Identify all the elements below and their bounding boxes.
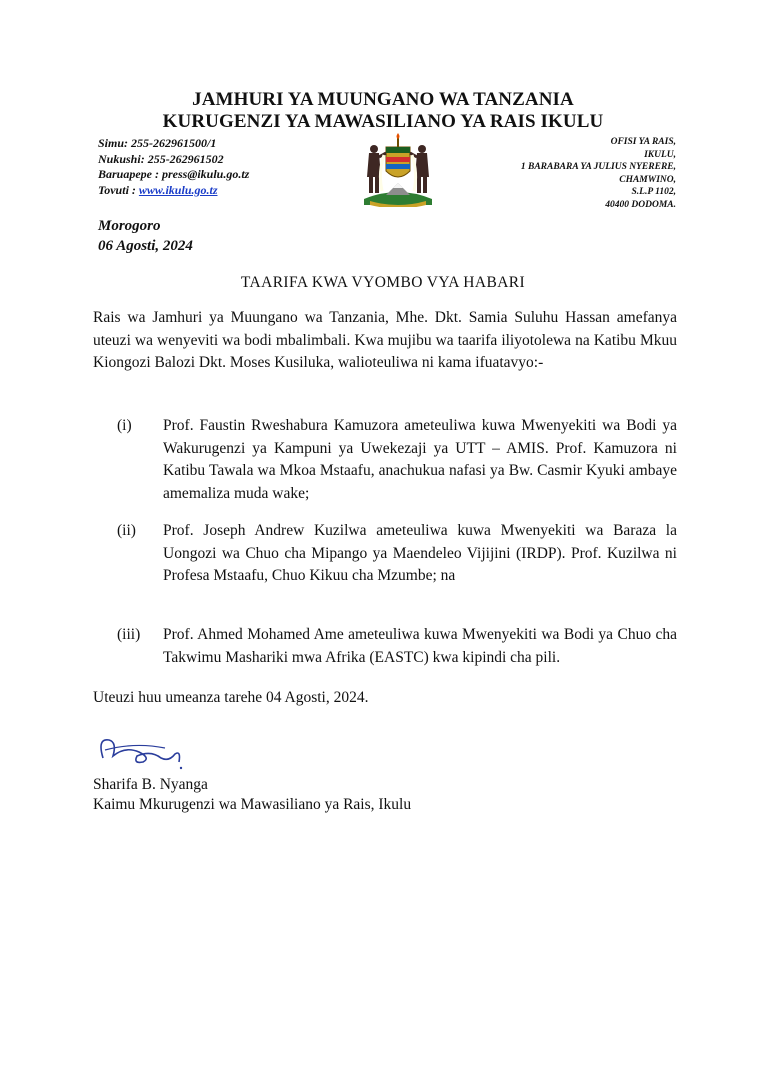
address-line: CHAMWINO, [619,174,676,185]
address-line: IKULU, [644,149,676,160]
address-line: 40400 DODOMA. [605,199,676,210]
contact-block [98,136,249,198]
closing-statement: Uteuzi huu umeanza tarehe 04 Agosti, 2024. [93,689,369,706]
fax-number: Nukushi: 255-262961502 [98,151,224,166]
office-address [521,136,676,212]
place-date-block [98,216,193,256]
header-title-line2: KURUGENZI YA MAWASILIANO YA RAIS IKULU [162,111,604,132]
coat-of-arms-icon [356,133,440,207]
date: 06 Agosti, 2024 [98,238,193,254]
document-heading: TAARIFA KWA VYOMBO VYA HABARI [240,274,526,291]
address-line: S.L.P 1102, [631,187,676,198]
website-line [98,183,249,199]
email-address: Baruapepe : press@ikulu.go.tz [98,167,250,181]
intro-paragraph: Rais wa Jamhuri ya Muungano wa Tanzania, Mhe. Dkt. Samia Suluhu Hassan amefanya uteuzi wa wenyeviti wa bodi mbalimbali. Kwa mujibu wa taarifa iliyotolewa na Katibu Mkuu Kiongozi Balozi Dkt. Moses Kusiluka, walioteuliwa ni kama ifuatavyo:- [93,309,677,371]
address-line: OFISI YA RAIS, [610,137,676,147]
signer-title: Kaimu Mkurugenzi wa Mawasiliano ya Rais, Ikulu [93,796,412,813]
list-item-number: (ii) [117,522,136,539]
signer-name: Sharifa B. Nyanga [93,776,208,793]
list-item-text: Prof. Faustin Rweshabura Kamuzora ameteuliwa kuwa Mwenyekiti wa Bodi ya Wakurugenzi ya Kampuni ya Uwekezaji ya UTT – AMIS. Prof. Kamuzora ni Katibu Tawala wa Mkoa Mstaafu, anachukua nafasi ya Bw. Casmir Kyuki ambaye amemaliza muda wake; [163,417,677,502]
website-label: Tovuti : [98,182,139,197]
phone-number: Simu: 255-262961500/1 [98,136,217,150]
list-item-number: (iii) [117,626,141,643]
list-item-text: Prof. Joseph Andrew Kuzilwa ameteuliwa kuwa Mwenyekiti wa Baraza la Uongozi wa Chuo cha Mipango ya Maendeleo Vijijini (IRDP). Prof. Kuzilwa ni Profesa Mstaafu, Chuo Kikuu cha Mzumbe; na [163,522,677,584]
website-link[interactable]: www.ikulu.go.tz [138,182,218,197]
place: Morogoro [98,218,161,234]
address-line: 1 BARABARA YA JULIUS NYERERE, [520,162,676,173]
signer-block [93,775,411,815]
handwritten-signature-icon [95,728,195,774]
list-item-number: (i) [117,417,132,434]
list-item-text: Prof. Ahmed Mohamed Ame ameteuliwa kuwa Mwenyekiti wa Bodi ya Chuo cha Takwimu Mashariki mwa Afrika (EASTC) kwa kipindi cha pili. [163,626,677,666]
header-title-line1: JAMHURI YA MUUNGANO WA TANZANIA [192,89,574,110]
